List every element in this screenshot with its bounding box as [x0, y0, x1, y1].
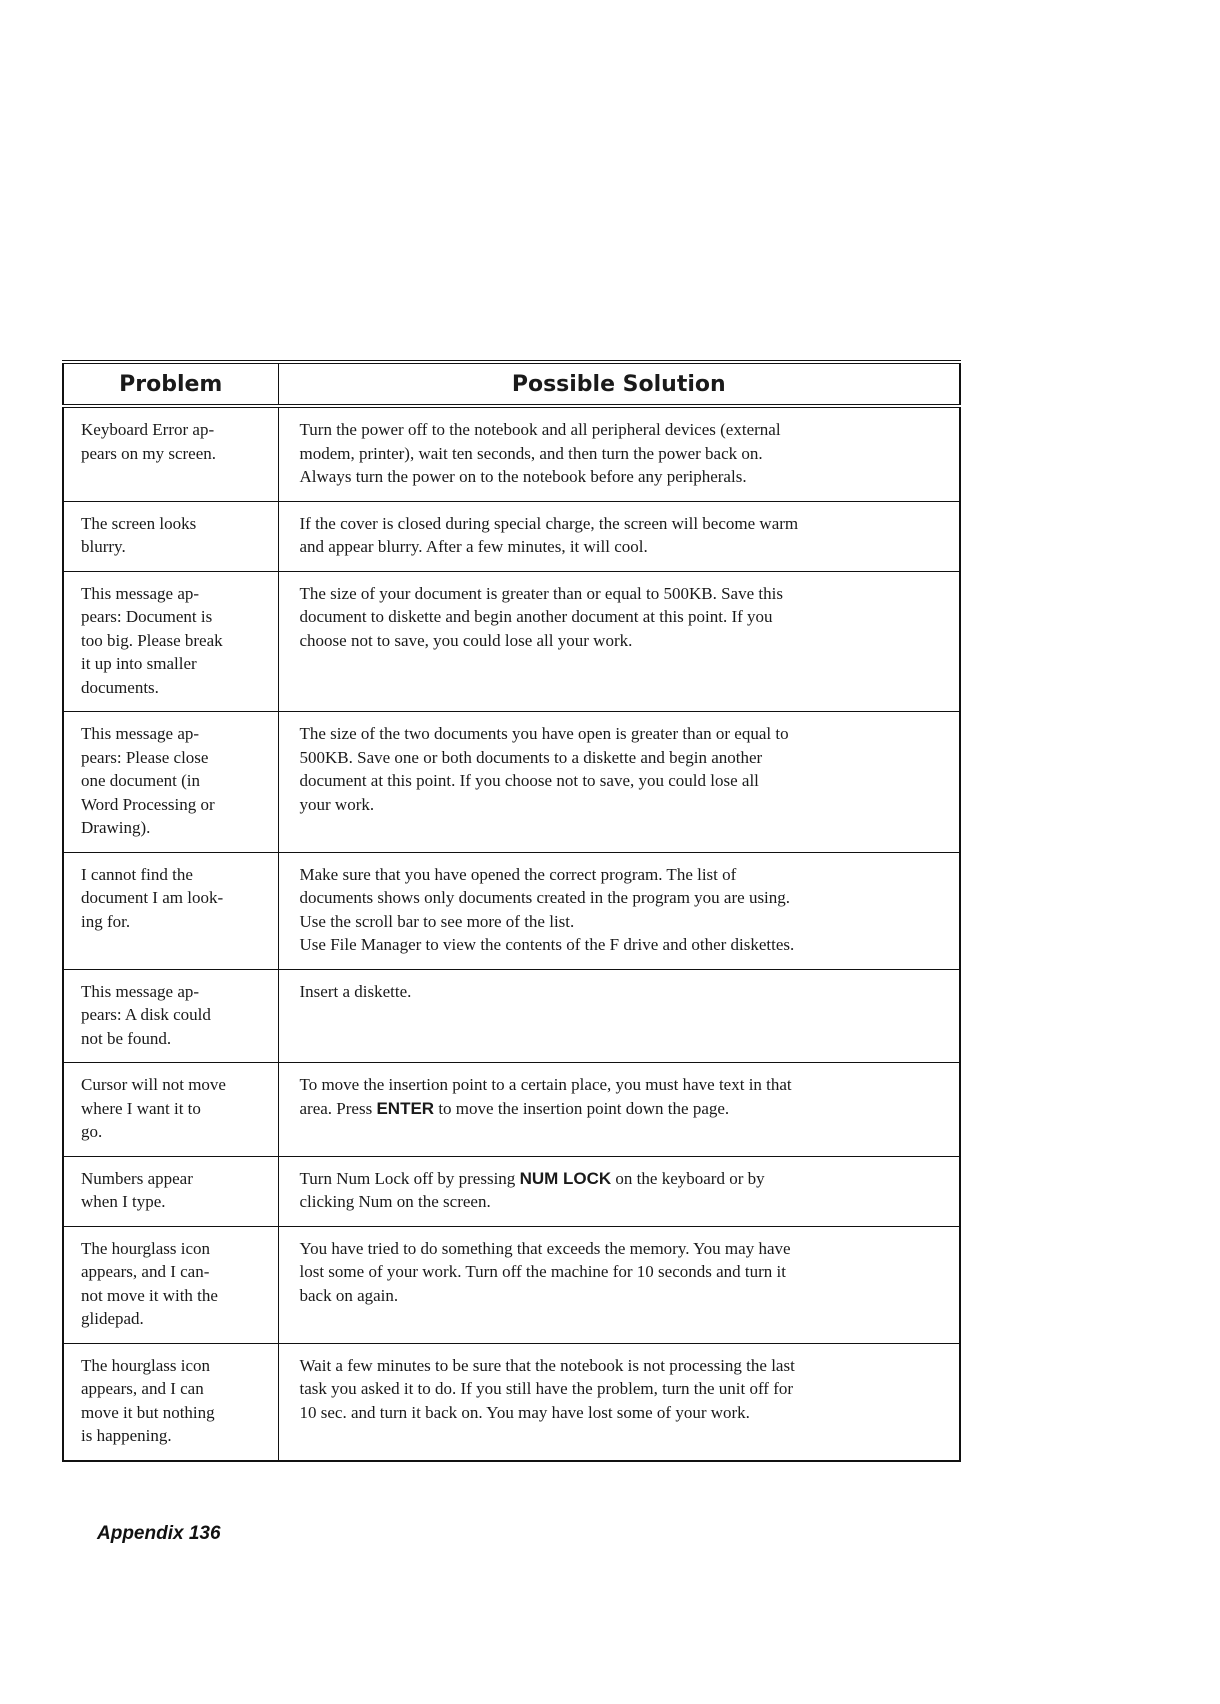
- table-row: [63, 969, 960, 1063]
- table-row: [63, 1156, 960, 1226]
- problem-text-line: The hourglass icon: [81, 1238, 211, 1258]
- problem-text-line: when I type.: [81, 1192, 166, 1211]
- problem-text-line: pears: A disk could: [81, 1005, 211, 1024]
- solution-text: area. Press: [299, 1098, 377, 1118]
- table-row: [63, 1343, 960, 1461]
- solution-cell: [278, 1156, 960, 1226]
- solution-text-line: If the cover is closed during special charge, the screen will become warm: [299, 513, 799, 533]
- problem-text-line: where I want it to: [81, 1098, 201, 1118]
- table-row: [63, 571, 960, 712]
- problem-cell: [63, 712, 278, 853]
- problem-text-line: document I am look-: [81, 888, 224, 907]
- table-row: [63, 1226, 960, 1343]
- problem-text-line: blurry.: [81, 537, 126, 556]
- solution-cell: [278, 852, 960, 969]
- solution-text: to move the insertion point down the page.: [434, 1098, 730, 1118]
- problem-cell: [63, 852, 278, 969]
- problem-text-line: glidepad.: [81, 1309, 144, 1328]
- problem-text-line: This message ap-: [81, 981, 200, 1001]
- solution-text-line: your work.: [299, 794, 375, 814]
- solution-cell: [278, 712, 960, 853]
- table-header-row: [63, 362, 960, 406]
- solution-text-line: Always turn the power on to the notebook before any peripherals.: [299, 467, 747, 486]
- solution-text-line: [300, 1073, 948, 1097]
- problem-cell: [63, 1156, 278, 1226]
- solution-text-line: lost some of your work. Turn off the machine for 10 seconds and turn it: [299, 1262, 786, 1281]
- problem-cell: [63, 406, 278, 501]
- problem-cell: [63, 1226, 278, 1343]
- problem-text-line: documents.: [81, 677, 159, 697]
- problem-cell: [63, 571, 278, 712]
- solution-text-line: Use the scroll bar to see more of the list.: [299, 911, 575, 931]
- solution-cell: [278, 1063, 960, 1157]
- solution-text-line: choose not to save, you could lose all your work.: [299, 630, 633, 650]
- table-row: [63, 501, 960, 571]
- header-problem: Problem: [63, 362, 278, 406]
- solution-text: on the keyboard or by: [611, 1168, 765, 1188]
- page-footer: Appendix 136: [97, 1523, 221, 1544]
- solution-text-line: documents shows only documents created in the program you are using.: [299, 888, 791, 907]
- problem-text-line: Numbers appear: [81, 1168, 193, 1188]
- problem-text-line: not move it with the: [81, 1285, 218, 1305]
- problem-text-line: Keyboard Error ap-: [81, 420, 215, 439]
- solution-text-line: document to diskette and begin another document at this point. If you: [299, 607, 773, 626]
- table-body: [63, 406, 960, 1461]
- problem-text-line: ing for.: [81, 911, 131, 931]
- solution-text-line: modem, printer), wait ten seconds, and then turn the power back on.: [299, 443, 763, 463]
- key-name: NUM LOCK: [519, 1168, 612, 1188]
- solution-text-line: [300, 1097, 948, 1121]
- problem-text-line: too big. Please break: [81, 630, 223, 650]
- solution-text-line: You have tried to do something that exceeds the memory. You may have: [299, 1238, 791, 1258]
- header-possible-solution: Possible Solution: [278, 362, 960, 406]
- problem-text-line: go.: [81, 1122, 103, 1141]
- solution-text-line: Insert a diskette.: [299, 981, 412, 1001]
- problem-cell: [63, 1063, 278, 1157]
- solution-text-line: and appear blurry. After a few minutes, it will cool.: [299, 537, 648, 556]
- solution-cell: [278, 406, 960, 501]
- problem-text-line: appears, and I can-: [81, 1262, 210, 1281]
- solution-text-line: The size of your document is greater than or equal to 500KB. Save this: [299, 583, 783, 603]
- problem-text-line: I cannot find the: [81, 864, 193, 884]
- solution-text-line: Turn the power off to the notebook and all peripheral devices (external: [299, 420, 781, 439]
- solution-text-line: [300, 1190, 948, 1214]
- table-row: [63, 1063, 960, 1157]
- problem-text-line: The hourglass icon: [81, 1355, 211, 1375]
- table-row: [63, 406, 960, 501]
- solution-text-line: task you asked it to do. If you still have the problem, turn the unit off for: [299, 1379, 794, 1398]
- problem-text-line: move it but nothing: [81, 1402, 215, 1422]
- solution-text-line: back on again.: [299, 1285, 399, 1305]
- problem-text-line: one document (in: [81, 771, 200, 790]
- solution-text-line: Make sure that you have opened the correct program. The list of: [299, 864, 737, 884]
- table-row: [63, 712, 960, 853]
- problem-text-line: pears: Document is: [81, 607, 213, 626]
- solution-cell: [278, 571, 960, 712]
- problem-cell: [63, 501, 278, 571]
- problem-text-line: This message ap-: [81, 583, 200, 603]
- solution-cell: [278, 1226, 960, 1343]
- solution-text-line: document at this point. If you choose not to save, you could lose all: [299, 771, 759, 790]
- solution-text-line: [300, 1167, 948, 1191]
- problem-text-line: This message ap-: [81, 724, 200, 743]
- solution-text: Turn Num Lock off by pressing: [299, 1168, 520, 1188]
- problem-text-line: is happening.: [81, 1426, 172, 1445]
- key-name: ENTER: [376, 1098, 435, 1118]
- problem-text-line: pears: Please close: [81, 747, 209, 767]
- solution-text: To move the insertion point to a certain place, you must have text in that: [299, 1075, 792, 1094]
- problem-text-line: Word Processing or: [81, 794, 215, 814]
- problem-text-line: pears on my screen.: [81, 443, 217, 463]
- troubleshooting-table: [62, 360, 961, 1462]
- problem-text-line: not be found.: [81, 1028, 172, 1048]
- solution-cell: [278, 969, 960, 1063]
- solution-text-line: 10 sec. and turn it back on. You may have lost some of your work.: [299, 1402, 750, 1422]
- solution-cell: [278, 501, 960, 571]
- problem-text-line: The screen looks: [81, 513, 197, 533]
- problem-text-line: Cursor will not move: [81, 1075, 226, 1094]
- problem-text-line: appears, and I can: [81, 1379, 204, 1398]
- table-row: [63, 852, 960, 969]
- solution-text-line: Wait a few minutes to be sure that the notebook is not processing the last: [299, 1355, 795, 1375]
- solution-text-line: 500KB. Save one or both documents to a diskette and begin another: [299, 747, 763, 767]
- solution-text-line: The size of the two documents you have open is greater than or equal to: [299, 724, 789, 743]
- problem-text-line: Drawing).: [81, 818, 151, 837]
- solution-cell: [278, 1343, 960, 1461]
- solution-text: clicking Num on the screen.: [299, 1192, 491, 1211]
- problem-cell: [63, 969, 278, 1063]
- problem-text-line: it up into smaller: [81, 654, 197, 673]
- problem-cell: [63, 1343, 278, 1461]
- solution-text-line: Use File Manager to view the contents of the F drive and other diskettes.: [299, 935, 795, 954]
